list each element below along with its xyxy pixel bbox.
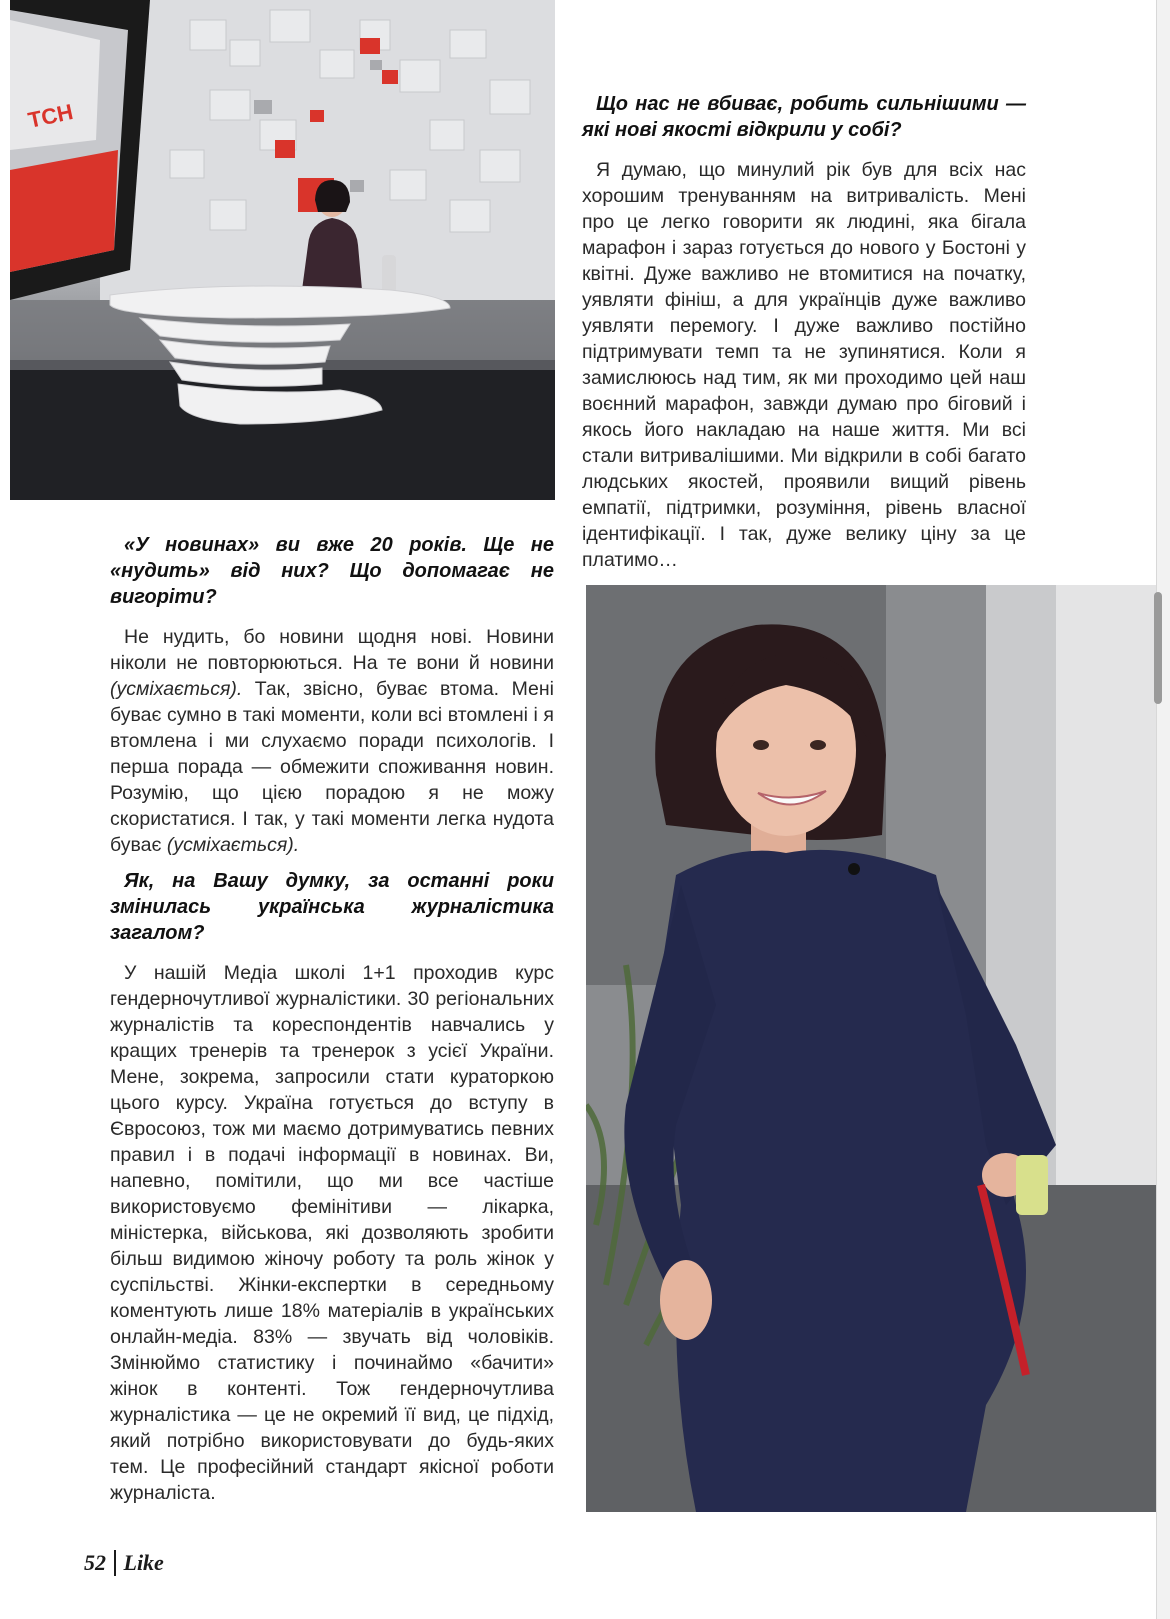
right-column	[582, 87, 1026, 583]
question-1: «У новинах» ви вже 20 років. Ще не «нудить» від них? Що допомагає не вигоріти?	[110, 534, 554, 608]
stage-direction-2: (усміхається).	[166, 834, 300, 856]
scrollbar-thumb[interactable]	[1154, 592, 1162, 704]
portrait-photo	[586, 585, 1159, 1512]
studio-illustration	[10, 0, 555, 500]
studio-photo	[10, 0, 555, 500]
answer-3: Я думаю, що минулий рік був для всіх нас хорошим тренуванням на витривалість. Мені про це легко говорити як людині, яка бігала марафон і зараз готується до нового у Бостоні у квітні. Дуже важливо не втомитися на початку, уявляти фініш, а для українців дуже важливо уявляти перемогу. І дуже важливо постійно підтримувати темп та не зупинятися. Коли я замислююсь над тим, як ми проходимо цей наш воєнний марафон, завжди думаю про біговий і якось його накладаю на наше життя. Ми всі стали витривалішими. Ми відкрили в собі багато людських якостей, проявили вищий рівень емпатії, підтримки, розуміння, рівень власної ідентифікації. І так, дуже велику ціну за це платимо…	[582, 159, 1026, 571]
stage-direction-1: (усміхається).	[110, 678, 243, 700]
page-number: 52	[84, 1550, 106, 1575]
answer-1	[110, 624, 554, 858]
left-column	[110, 528, 554, 1516]
answer-1-text-a: Не нудить, бо новини щодня нові. Новини ніколи не повторюються. На те вони й новини	[110, 626, 554, 674]
answer-1-text-b: Так, звісно, буває втома. Мені буває сумно в такі моменти, коли всі втомлені і я втомлена і ми слухаємо поради психологів. І перша порада — обмежити споживання новин. Розумію, що цією порадою я не можу скористатися. І так, у такі моменти легка нудота буває	[110, 678, 554, 856]
portrait-illustration	[586, 585, 1159, 1512]
question-2: Як, на Вашу думку, за останні роки змінилась українська журналістика загалом?	[110, 870, 554, 944]
answer-2: У нашій Медіа школі 1+1 проходив курс гендерночутливої журналістики. 30 регіональних журналістів та кореспондентів навчались у кращих тренерів та тренерок з усієї України. Мене, зокрема, запросили стати кураторкою цього курсу. Україна готується до вступу в Євросоюз, тож ми маємо дотримуватись певних правил і в подачі інформації в новинах. Ви, напевно, помітили, що ми все частіше використовуємо фемінітиви — лікарка, міністерка, військова, які дозволяють зробити більш видимою жіночу роботу та роль жінок у суспільстві. Жінки-експертки в середньому коментують лише 18% матеріалів в українських онлайн-медіа. 83% — звучать від чоловіків. Змінюймо статистику і починаймо «бачити» жінок в контенті. Тож гендерночутлива журналістика — це не окремий її вид, це підхід, який потрібно використовувати до будь-яких тем. Це професійний стандарт якісної роботи журналіста.	[110, 962, 554, 1504]
magazine-name: Like	[123, 1550, 164, 1575]
page-footer	[84, 1550, 164, 1576]
tsn-logo: ТСН	[25, 99, 76, 133]
folio-divider	[114, 1550, 116, 1576]
viewer-edge	[1156, 0, 1170, 1619]
question-3: Що нас не вбиває, робить сильнішими — які нові якості відкрили у собі?	[582, 93, 1026, 141]
